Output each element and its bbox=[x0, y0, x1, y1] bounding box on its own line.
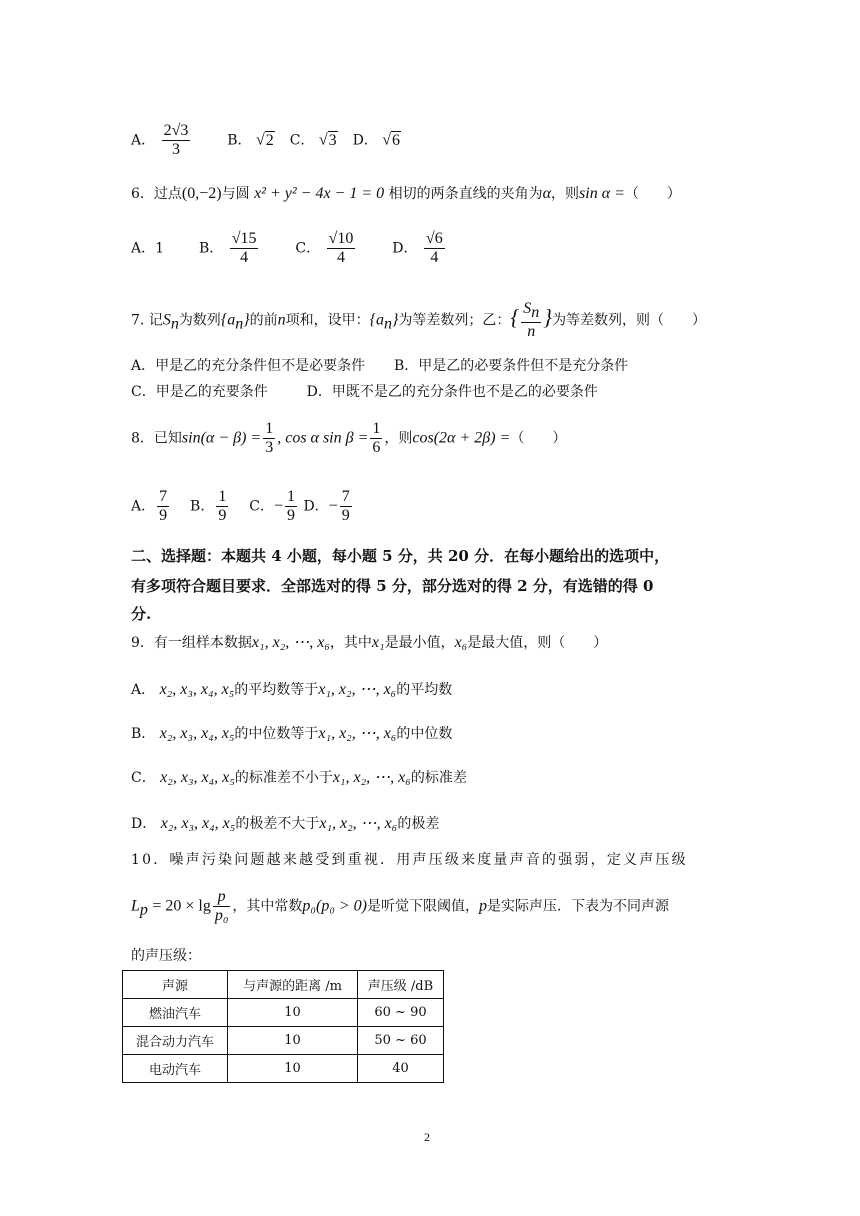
q7-opt-b: B．甲是乙的必要条件但不是充分条件 bbox=[394, 358, 629, 374]
q6-opt-b-label: B． bbox=[198, 240, 224, 257]
q6-opt-b-fraction: $\frac{√15}{4}$ bbox=[231, 230, 257, 266]
table-cell: 10 bbox=[228, 1027, 358, 1055]
q5-opt-d-label: D． bbox=[352, 132, 378, 149]
q9-text3: 是最大值，则（ ） bbox=[467, 635, 608, 651]
q9-opt-a-subset: x₂, x₃, x₄, x₅ bbox=[159, 681, 235, 698]
table-cell: 40 bbox=[358, 1055, 444, 1083]
q8-opt-a-label: A． bbox=[131, 498, 156, 515]
table-cell: 60 ~ 90 bbox=[358, 999, 444, 1027]
q5-opt-c-value: √3 bbox=[318, 131, 337, 149]
q6-lead: 6．过点 bbox=[131, 186, 182, 202]
q6-circle-equation: x² + y² − 4x − 1 = 0 bbox=[254, 185, 385, 202]
q8-opt-a-fraction: $\frac{7}{9}$ bbox=[159, 488, 168, 524]
q9-opt-c-end: 的标准差 bbox=[410, 770, 467, 786]
q9-x6: x₆ bbox=[454, 634, 468, 651]
table-row bbox=[123, 1055, 444, 1083]
q7-lead: 7. 记 bbox=[131, 312, 163, 329]
q9-opt-c-text: 的标准差不小于 bbox=[234, 770, 333, 786]
q9-opt-b-text: 的中位数等于 bbox=[234, 726, 319, 742]
q9-opt-a-all: x₁, x₂, ⋯, x₆ bbox=[318, 681, 397, 698]
section2-line1: 二、选择题：本题共 4 小题，每小题 5 分，共 20 分．在每小题给出的选项中， bbox=[131, 547, 670, 565]
q8-options bbox=[131, 488, 354, 525]
q9-text2: 是最小值， bbox=[384, 635, 455, 651]
table-header-row bbox=[123, 971, 444, 999]
table-cell: 50 ~ 60 bbox=[358, 1027, 444, 1055]
q7-an-sub-2: n bbox=[384, 315, 393, 333]
q7-an-close-2: } bbox=[392, 311, 399, 329]
q10-p: p bbox=[479, 897, 487, 915]
q7-sn-sub: n bbox=[170, 315, 179, 333]
q9-opt-b-label: B． bbox=[131, 726, 156, 742]
q8-opt-b-label: B． bbox=[190, 498, 215, 515]
q7-sn-over-n: $\frac{S_n}{n}$ bbox=[523, 300, 540, 341]
table-cell: 电动汽车 bbox=[123, 1055, 228, 1083]
q7-text1: 为数列 bbox=[178, 312, 221, 329]
q5-opt-d-value: √6 bbox=[382, 131, 401, 149]
q8-opt-c-label: C． bbox=[249, 498, 274, 515]
q7-text5: 为等差数列，则（ ） bbox=[552, 312, 707, 329]
q7-opt-c: C．甲是乙的充要条件 bbox=[131, 384, 268, 400]
q7-text3: 项和，设甲： bbox=[285, 312, 370, 329]
q6-opt-d-label: D． bbox=[392, 240, 418, 257]
q9-opt-d bbox=[131, 814, 439, 834]
q6-opt-d-fraction: $\frac{√6}{4}$ bbox=[425, 230, 443, 266]
q6-opt-a: A．1 bbox=[131, 240, 165, 257]
section2-line2: 有多项符合题目要求．全部选对的得 5 分，部分选对的得 2 分，有选错的得 0 bbox=[131, 577, 654, 595]
q6-mid2: 相切的两条直线的夹角为 bbox=[388, 186, 543, 202]
q8-fraction-2: $\frac{1}{6}$ bbox=[372, 420, 381, 456]
q7-an-sub: n bbox=[235, 315, 244, 333]
q6-stem bbox=[131, 184, 681, 204]
q6-answer-paren: （ ） bbox=[624, 186, 681, 202]
table-header-cell: 与声源的距离 /m bbox=[228, 971, 358, 999]
table-cell: 燃油汽车 bbox=[123, 999, 228, 1027]
q9-text1: ，其中 bbox=[329, 635, 372, 651]
q7-brace-left: { bbox=[510, 304, 520, 330]
q9-opt-d-text: 的极差不大于 bbox=[235, 816, 320, 832]
q8-opt-d-fraction: $\frac{7}{9}$ bbox=[341, 488, 350, 524]
table-header-cell: 声压级 /dB bbox=[358, 971, 444, 999]
q7-an: {a bbox=[220, 311, 236, 329]
table-cell: 10 bbox=[228, 1055, 358, 1083]
q9-data: x₁, x₂, ⋯, x₆ bbox=[251, 634, 330, 651]
q7-opt-a: A．甲是乙的充分条件但不是必要条件 bbox=[131, 358, 366, 374]
q6-mid: 与圆 bbox=[221, 186, 250, 202]
q9-opt-b bbox=[131, 724, 452, 744]
q9-x1: x₁ bbox=[371, 634, 385, 651]
table-cell: 混合动力汽车 bbox=[123, 1027, 228, 1055]
q8-stem bbox=[131, 420, 566, 457]
q6-alpha: α bbox=[542, 185, 552, 202]
q7-options-row1 bbox=[131, 356, 628, 376]
q10-eq: = 20 × lg bbox=[152, 897, 211, 915]
q8-cos-sin-expr: , cos α sin β = bbox=[277, 429, 369, 447]
q10-p0: p₀(p₀ > 0) bbox=[302, 897, 367, 915]
q5-opt-a-fraction: $\frac{2√3}{3}$ bbox=[163, 122, 189, 158]
q5-opt-a-label: A． bbox=[131, 132, 156, 149]
q10-line2 bbox=[131, 888, 669, 925]
q9-opt-a-label: A． bbox=[131, 682, 156, 698]
q8-tail: ，则 bbox=[384, 430, 413, 447]
q9-opt-d-label: D． bbox=[131, 816, 157, 832]
q7-an-2: {a bbox=[369, 311, 385, 329]
q5-options bbox=[131, 122, 401, 159]
q9-opt-a-end: 的平均数 bbox=[396, 682, 453, 698]
table-row bbox=[123, 1027, 444, 1055]
q7-an-close: } bbox=[243, 311, 250, 329]
q8-opt-b-fraction: $\frac{1}{9}$ bbox=[218, 488, 227, 524]
q7-stem bbox=[131, 300, 706, 341]
q7-options-row2 bbox=[131, 382, 598, 402]
q7-n: n bbox=[277, 311, 286, 329]
section2-line3: 分. bbox=[131, 605, 152, 623]
q8-opt-d-label: D． bbox=[303, 498, 329, 515]
q5-opt-b-label: B． bbox=[227, 132, 252, 149]
q7-brace-right: } bbox=[543, 304, 553, 330]
q9-opt-c-subset: x₂, x₃, x₄, x₅ bbox=[160, 769, 235, 786]
q8-lead: 8．已知 bbox=[131, 430, 182, 447]
q8-opt-d-sign: − bbox=[328, 497, 338, 515]
q7-opt-d: D．甲既不是乙的充分条件也不是乙的必要条件 bbox=[306, 384, 598, 400]
q8-opt-c-fraction: $\frac{1}{9}$ bbox=[286, 488, 295, 524]
q10-text1: ，其中常数 bbox=[232, 898, 303, 915]
q8-cos-expr: cos(2α + 2β) = bbox=[412, 429, 511, 447]
sound-pressure-table bbox=[122, 970, 444, 1083]
table-cell: 10 bbox=[228, 999, 358, 1027]
table-header-cell: 声源 bbox=[123, 971, 228, 999]
q10-line1: 10．噪声污染问题越来越受到重视．用声压级来度量声音的强弱，定义声压级 bbox=[131, 852, 688, 868]
q7-text2: 的前 bbox=[249, 312, 278, 329]
table-row bbox=[123, 999, 444, 1027]
q9-opt-d-end: 的极差 bbox=[397, 816, 440, 832]
q10-lp: L bbox=[131, 897, 140, 915]
q5-opt-b-value: √2 bbox=[256, 131, 274, 149]
q10-text2: 是听觉下限阈值， bbox=[367, 898, 479, 915]
q9-opt-d-all: x₁, x₂, ⋯, x₆ bbox=[319, 815, 398, 832]
q10-text3: 是实际声压．下表为不同声源 bbox=[487, 898, 669, 915]
q9-lead: 9．有一组样本数据 bbox=[131, 635, 252, 651]
q6-opt-c-label: C． bbox=[295, 240, 321, 257]
q9-opt-a-text: 的平均数等于 bbox=[234, 682, 319, 698]
q6-tail: ，则 bbox=[551, 186, 580, 202]
q6-point: (0,−2) bbox=[181, 185, 222, 202]
q8-sin-expr: sin(α − β) = bbox=[181, 429, 262, 447]
q7-text4: 为等差数列；乙： bbox=[398, 312, 511, 329]
q10-fraction: $\frac{p}{\text{p₀}}$ bbox=[214, 888, 229, 924]
q6-opt-c-fraction: $\frac{√10}{4}$ bbox=[328, 230, 354, 266]
q9-stem bbox=[131, 633, 607, 653]
q9-opt-b-subset: x₂, x₃, x₄, x₅ bbox=[159, 725, 235, 742]
q10-line3: 的声压级： bbox=[131, 948, 201, 964]
q6-sin-expr: sin α = bbox=[579, 185, 625, 202]
page-number: 2 bbox=[424, 1130, 430, 1144]
q6-options bbox=[131, 230, 447, 267]
q9-opt-c-label: C． bbox=[131, 770, 156, 786]
q8-opt-c-sign: − bbox=[273, 497, 283, 515]
q9-opt-b-end: 的中位数 bbox=[396, 726, 453, 742]
q7-sn: S bbox=[162, 311, 171, 329]
q9-opt-a bbox=[131, 680, 452, 700]
q9-opt-b-all: x₁, x₂, ⋯, x₆ bbox=[318, 725, 397, 742]
q8-fraction-1: $\frac{1}{3}$ bbox=[265, 420, 274, 456]
q9-opt-c bbox=[131, 768, 467, 788]
q9-opt-d-subset: x₂, x₃, x₄, x₅ bbox=[160, 815, 236, 832]
q8-answer-paren: （ ） bbox=[510, 430, 567, 447]
q5-opt-c-label: C． bbox=[289, 132, 315, 149]
q10-lp-sub: p bbox=[139, 901, 148, 919]
q9-opt-c-all: x₁, x₂, ⋯, x₆ bbox=[332, 769, 411, 786]
